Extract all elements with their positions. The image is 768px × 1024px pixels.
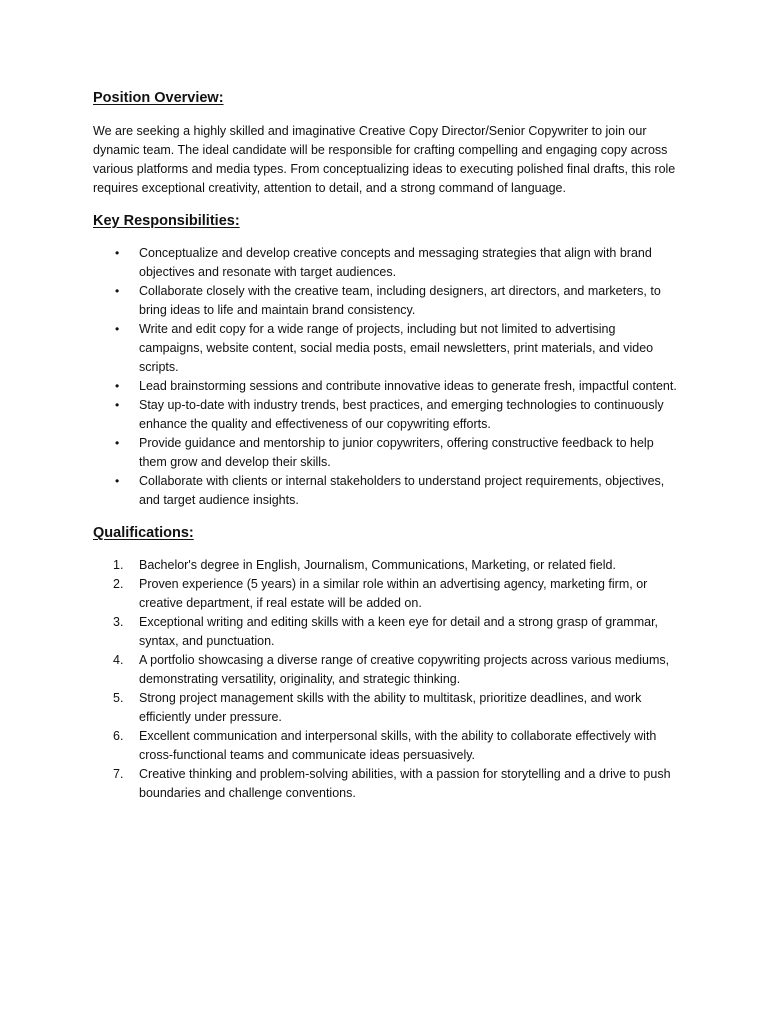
bullet-icon: • — [115, 322, 120, 336]
list-item — [93, 434, 678, 472]
list-item — [93, 282, 678, 320]
bullet-icon: • — [115, 284, 120, 298]
list-item — [93, 244, 678, 282]
list-item — [93, 472, 678, 510]
list-item — [93, 377, 678, 396]
list-item-text: Exceptional writing and editing skills with a keen eye for detail and a strong grasp of grammar, syntax, and punctuation. — [139, 615, 659, 648]
bullet-icon: • — [115, 398, 120, 412]
document-page — [93, 88, 678, 803]
position-overview-heading: Position Overview: — [93, 90, 224, 106]
responsibilities-list — [93, 244, 678, 510]
qualifications-list — [93, 556, 678, 803]
list-item — [93, 320, 678, 377]
list-item-text: Write and edit copy for a wide range of projects, including but not limited to advertising campaigns, website content, social media posts, email newsletters, print materials, and video scripts. — [139, 322, 654, 374]
item-number: 5. — [113, 691, 124, 705]
list-item — [93, 396, 678, 434]
list-item-text: Collaborate with clients or internal stakeholders to understand project requirements, objectives, and target audience insights. — [139, 474, 665, 507]
item-number: 6. — [113, 729, 124, 743]
list-item — [93, 556, 678, 575]
list-item-text: A portfolio showcasing a diverse range of creative copywriting projects across various mediums, demonstrating versatility, originality, and strategic thinking. — [139, 653, 670, 686]
item-number: 1. — [113, 558, 124, 572]
bullet-icon: • — [115, 474, 120, 488]
key-responsibilities-heading: Key Responsibilities: — [93, 213, 240, 229]
bullet-icon: • — [115, 246, 120, 260]
list-item-text: Conceptualize and develop creative concepts and messaging strategies that align with brand objectives and resonate with target audiences. — [139, 246, 652, 279]
bullet-icon: • — [115, 436, 120, 450]
list-item-text: Excellent communication and interpersonal skills, with the ability to collaborate effectively with cross-functional teams and communicate ideas persuasively. — [139, 729, 657, 762]
list-item-text: Stay up-to-date with industry trends, best practices, and emerging technologies to continuously enhance the quality and effectiveness of our copywriting efforts. — [139, 398, 664, 431]
list-item-text: Provide guidance and mentorship to junior copywriters, offering constructive feedback to help them grow and develop their skills. — [139, 436, 654, 469]
item-number: 4. — [113, 653, 124, 667]
list-item-text: Proven experience (5 years) in a similar role within an advertising agency, marketing firm, or creative department, if real estate will be added on. — [139, 577, 648, 610]
list-item — [93, 727, 678, 765]
item-number: 2. — [113, 577, 124, 591]
list-item — [93, 689, 678, 727]
bullet-icon: • — [115, 379, 120, 393]
qualifications-heading: Qualifications: — [93, 525, 194, 541]
list-item — [93, 613, 678, 651]
list-item-text: Bachelor's degree in English, Journalism, Communications, Marketing, or related field. — [139, 558, 616, 572]
item-number: 7. — [113, 767, 124, 781]
list-item — [93, 765, 678, 803]
list-item — [93, 575, 678, 613]
list-item-text: Strong project management skills with the ability to multitask, prioritize deadlines, and work efficiently under pressure. — [139, 691, 642, 724]
position-overview-text: We are seeking a highly skilled and imaginative Creative Copy Director/Senior Copywriter to join our dynamic team. The ideal candidate will be responsible for crafting compelling and engaging copy across various platforms and media types. From conceptualizing ideas to executing polished final drafts, this role requires exceptional creativity, attention to detail, and a strong command of language. — [93, 124, 676, 195]
item-number: 3. — [113, 615, 124, 629]
list-item-text: Collaborate closely with the creative team, including designers, art directors, and marketers, to bring ideas to life and maintain brand consistency. — [139, 284, 661, 317]
list-item-text: Lead brainstorming sessions and contribute innovative ideas to generate fresh, impactful content. — [139, 379, 677, 393]
list-item — [93, 651, 678, 689]
list-item-text: Creative thinking and problem-solving abilities, with a passion for storytelling and a drive to push boundaries and challenge conventions. — [139, 767, 671, 800]
